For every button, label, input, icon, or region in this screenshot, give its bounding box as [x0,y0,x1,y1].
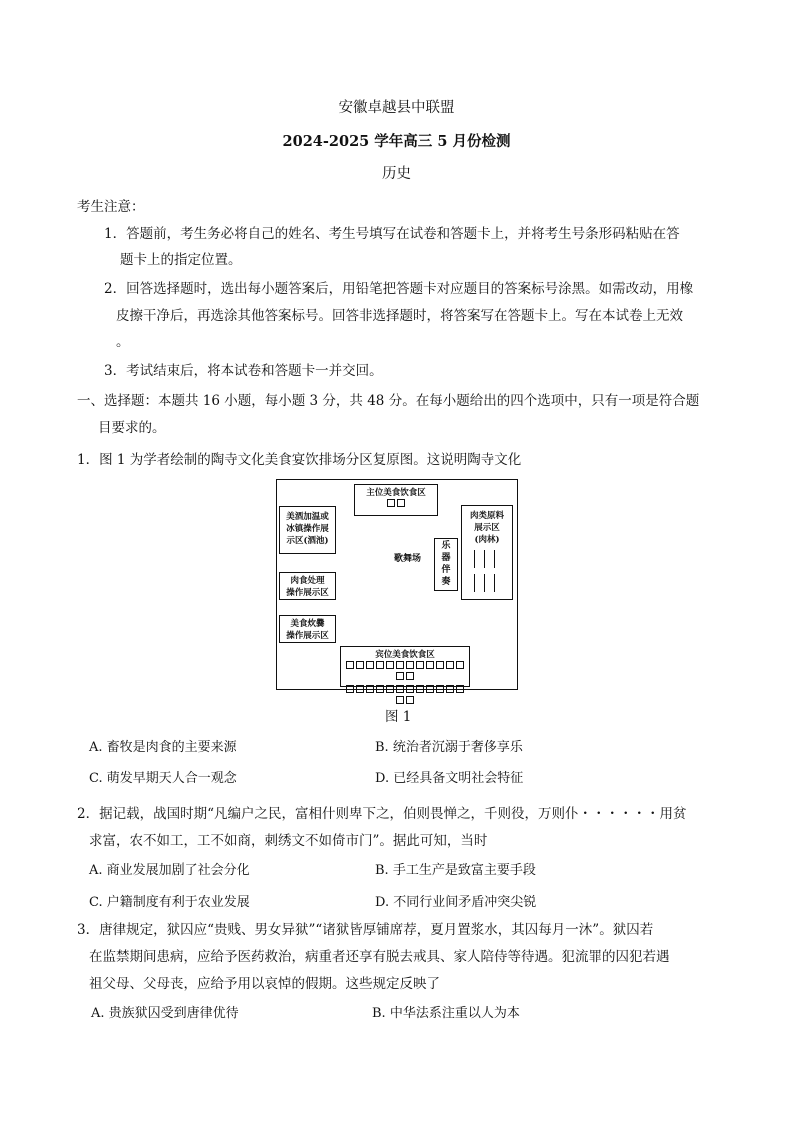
meat-rack-bar [494,550,495,568]
host-dining-area [354,484,438,516]
guest-seat [366,661,374,669]
exam-alliance-title: 安徽卓越县中联盟 [338,100,455,116]
question-1-option-b[interactable]: B. 统治者沉溺于奢侈享乐 [375,740,523,755]
question-2-stem-line-1: 2．据记载，战国时期“凡编户之民，富相什则卑下之，伯则畏惮之，千则役，万则仆・・・・・・用贫 [77,806,687,822]
question-3-option-a[interactable]: A. 贵族狱囚受到唐律优待 [91,1006,239,1021]
figure-1-caption: 图 1 [385,709,412,725]
raw-meat-label-3: (肉林) [474,535,500,545]
raw-meat-display-area [461,505,513,600]
guest-seat [406,696,414,704]
host-dining-area-label: 主位美食饮食区 [366,488,426,498]
meat-rack-bar [484,574,485,592]
meat-processing-label-2: 操作展示区 [286,588,329,598]
wine-area-label-1: 美酒加温或 [286,512,329,522]
wine-display-area [279,506,336,554]
guest-seat [436,685,444,693]
raw-meat-label-2: 展示区 [474,523,500,533]
question-3-stem-line-3: 祖父母、父母丧，应给予用以哀悼的假期。这些规定反映了 [89,976,440,992]
guest-seat [386,685,394,693]
music-label-1: 乐 [441,541,451,551]
guest-seat [346,661,354,669]
question-2-option-d[interactable]: D. 不同行业间矛盾冲突尖锐 [375,895,537,910]
wine-area-label-3: 示区(酒池) [286,536,329,546]
dance-floor-label: 歌舞场 [394,554,422,564]
guest-seat [356,661,364,669]
guest-area-label: 宾位美食饮食区 [375,650,435,660]
guest-seat [396,685,404,693]
meat-rack-bar [494,574,495,592]
guest-seat [396,696,404,704]
figure-1-layout-diagram [276,479,518,690]
raw-meat-label-1: 肉类原料 [469,511,504,521]
meat-rack-bar [474,550,475,568]
section-1-instructions-line-2: 目要求的。 [98,420,166,436]
question-3-stem-line-1: 3．唐律规定，狱囚应“贵贱、男女异狱”“诸狱皆厚铺席荐，夏月置浆水，其囚每月一沐”。狱囚若 [77,922,654,938]
notice-item-1-line-1: 1．答题前，考生务必将自己的姓名、考生号填写在试卷和答题卡上，并将考生号条形码粘贴在答 [104,226,680,242]
music-accompaniment-area [434,538,458,591]
guest-seat [386,661,394,669]
notice-item-2-line-2: 皮擦干净后，再选涂其他答案标号。回答非选择题时，将答案写在答题卡上。写在本试卷上无效 [116,308,683,324]
cooking-area-label-2: 操作展示区 [286,631,329,641]
meat-processing-area [279,572,336,600]
guest-seat [446,661,454,669]
question-1-option-a[interactable]: A. 畜牧是肉食的主要来源 [89,740,237,755]
guest-seat [406,685,414,693]
cooking-display-area [279,615,336,643]
music-label-4: 奏 [441,577,451,587]
guest-seat [346,685,354,693]
notice-item-1-line-2: 题卡上的指定位置。 [120,252,242,268]
cooking-area-label-1: 美食炊爨 [290,619,325,629]
question-1-option-d[interactable]: D. 已经具备文明社会特征 [375,771,524,786]
music-label-3: 伴 [441,565,451,575]
question-3-option-b[interactable]: B. 中华法系注重以人为本 [372,1006,520,1021]
notice-heading: 考生注意： [77,199,145,215]
question-1-option-c[interactable]: C. 萌发早期天人合一观念 [89,771,237,786]
meat-rack-bar [484,550,485,568]
host-seats [355,499,437,511]
guest-seat [456,685,464,693]
exam-session-title: 2024-2025 学年高三 5 月份检测 [282,133,511,150]
guest-seat [416,685,424,693]
guest-seat [426,661,434,669]
guest-seat [456,661,464,669]
guest-seat [376,685,384,693]
guest-seat [436,661,444,669]
guest-seat [416,661,424,669]
guest-seat [356,685,364,693]
guest-seat [396,672,404,680]
guest-seat [446,685,454,693]
guest-seat [396,661,404,669]
question-2-stem-line-2: 求富，农不如工，工不如商，刺绣文不如倚市门”。据此可知，当时 [89,833,488,849]
notice-item-2-line-1: 2．回答选择题时，选出每小题答案后，用铅笔把答题卡对应题目的答案标号涂黑。如需改动，用橡 [104,281,694,297]
notice-item-3: 3．考试结束后，将本试卷和答题卡一并交回。 [104,363,383,379]
guest-seat [366,685,374,693]
question-1-stem: 1．图 1 为学者绘制的陶寺文化美食宴饮排场分区复原图。这说明陶寺文化 [77,452,522,468]
guest-dining-area [340,646,470,687]
question-3-stem-line-2: 在监禁期间患病，应给予医药救治，病重者还享有脱去戒具、家人陪侍等待遇。犯流罪的囚犯若遇 [89,949,670,965]
question-2-option-c[interactable]: C. 户籍制度有利于农业发展 [89,895,250,910]
question-2-option-a[interactable]: A. 商业发展加剧了社会分化 [89,863,250,878]
music-label-2: 器 [441,553,451,563]
subject-title: 历史 [382,166,411,182]
guest-seat [376,661,384,669]
wine-area-label-2: 冰镇操作展 [286,524,329,534]
guest-seat [406,661,414,669]
guest-seat-row [341,685,469,707]
guest-seat-row [341,661,469,683]
guest-seat [406,672,414,680]
meat-processing-label-1: 肉食处理 [290,576,325,586]
guest-seat [426,685,434,693]
notice-item-2-line-3: 。 [116,334,130,350]
meat-rack-bar [474,574,475,592]
question-2-option-b[interactable]: B. 手工生产是致富主要手段 [375,863,536,878]
section-1-instructions-line-1: 一、选择题：本题共 16 小题，每小题 3 分，共 48 分。在每小题给出的四个选项中，只有一项是符合题 [77,393,700,409]
